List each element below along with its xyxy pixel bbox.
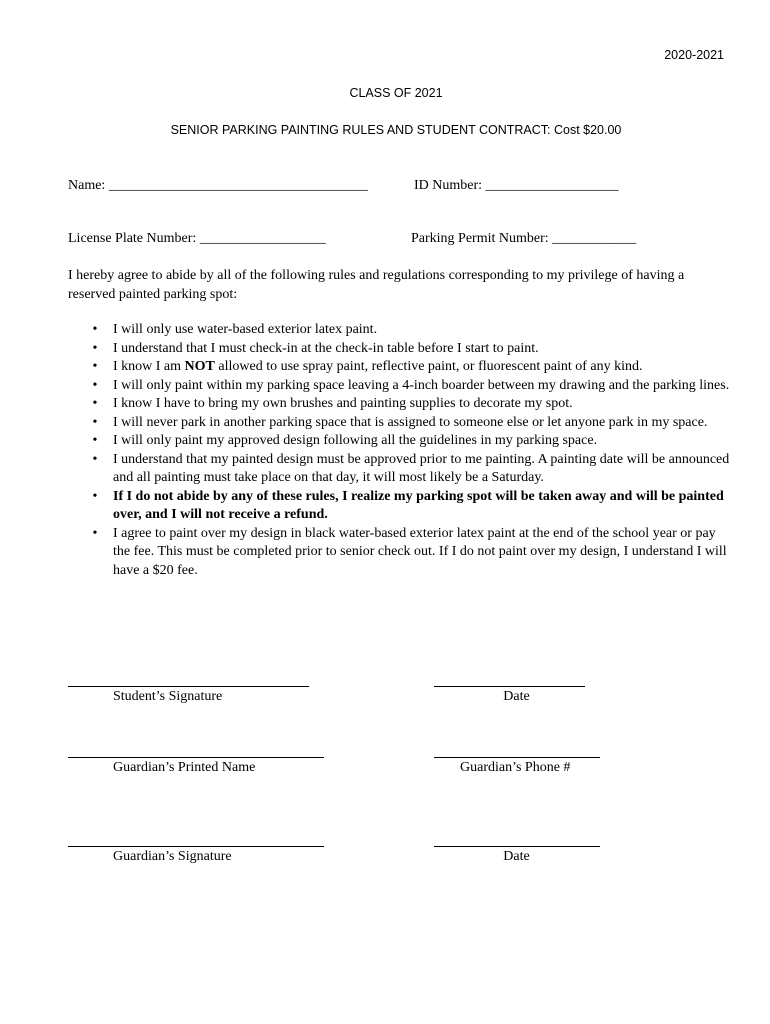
bullet-icon: •	[92, 451, 98, 467]
rule-text: I will only paint within my parking space leaving a 4-inch boarder between my drawing and the parking lines.	[113, 377, 730, 393]
bullet-icon: •	[92, 377, 98, 393]
guardian-phone-label: Guardian’s Phone #	[460, 760, 571, 775]
rule-text: I agree to paint over my design in black water-based exterior latex paint at the end of the school year or pay the fee. This must be completed prior to senior check out. If I do not paint over my design, I understand I will have a $20 fee.	[113, 525, 727, 578]
date-line-1[interactable]	[434, 686, 585, 687]
bullet-icon: •	[92, 488, 98, 504]
rule-text: I understand that my painted design must be approved prior to me painting. A painting date will be announced and all painting must take place on that day, it will most likely be a Saturday.	[113, 451, 730, 485]
bullet-icon: •	[92, 322, 98, 337]
bullet-icon: •	[92, 414, 98, 430]
list-item	[68, 451, 730, 488]
agreement-paragraph: I hereby agree to abide by all of the following rules and regulations corresponding to my privilege of having a reserved painted parking spot:	[68, 268, 685, 302]
guardian-printed-name-line[interactable]	[68, 757, 324, 758]
list-item	[68, 340, 730, 359]
bullet-icon: •	[92, 396, 98, 411]
class-title: CLASS OF 2021	[349, 86, 443, 100]
list-item	[68, 395, 730, 414]
guardian-phone-line[interactable]	[434, 757, 600, 758]
guardian-signature-label: Guardian’s Signature	[113, 849, 232, 864]
rule-text: I know I have to bring my own brushes and painting supplies to decorate my spot.	[113, 396, 573, 411]
student-signature-line[interactable]	[68, 686, 309, 687]
parking-permit-field[interactable]: Parking Permit Number: ____________	[411, 231, 637, 246]
list-item	[68, 321, 730, 340]
bullet-icon: •	[92, 525, 98, 541]
bullet-icon: •	[92, 433, 98, 448]
date-label-2: Date	[503, 849, 530, 864]
date-label-1: Date	[503, 689, 530, 704]
list-item	[68, 377, 730, 396]
guardian-signature-line[interactable]	[68, 846, 324, 847]
rule-text: allowed to use spray paint, reflective paint, or fluorescent paint of any kind.	[214, 359, 643, 374]
list-item	[68, 358, 730, 377]
rule-emphasis: NOT	[184, 359, 215, 374]
rules-list	[68, 321, 730, 580]
name-field[interactable]: Name: _____________________________________	[68, 178, 368, 193]
guardian-printed-name-label: Guardian’s Printed Name	[113, 760, 256, 775]
bullet-icon: •	[92, 359, 98, 374]
rule-text: I understand that I must check-in at the check-in table before I start to paint.	[113, 340, 539, 356]
school-year: 2020-2021	[664, 48, 724, 62]
rule-text: I will only paint my approved design following all the guidelines in my parking space.	[113, 433, 598, 448]
bullet-icon: •	[92, 340, 98, 356]
rule-text: If I do not abide by any of these rules, I realize my parking spot will be taken away and will be painted over, and I will not receive a refund.	[113, 488, 724, 522]
list-item	[68, 525, 730, 581]
rule-text: I will never park in another parking space that is assigned to someone else or let anyone park in my space.	[113, 414, 708, 430]
date-line-2[interactable]	[434, 846, 600, 847]
license-plate-field[interactable]: License Plate Number: __________________	[68, 231, 326, 246]
list-item	[68, 414, 730, 433]
list-item	[68, 432, 730, 451]
list-item	[68, 488, 730, 525]
student-signature-label: Student’s Signature	[113, 689, 223, 704]
rule-text: I will only use water-based exterior latex paint.	[113, 322, 378, 337]
rule-text: I know I am	[113, 359, 185, 374]
contract-title: SENIOR PARKING PAINTING RULES AND STUDENT CONTRACT: Cost $20.00	[170, 123, 622, 137]
id-number-field[interactable]: ID Number: ___________________	[414, 178, 619, 193]
